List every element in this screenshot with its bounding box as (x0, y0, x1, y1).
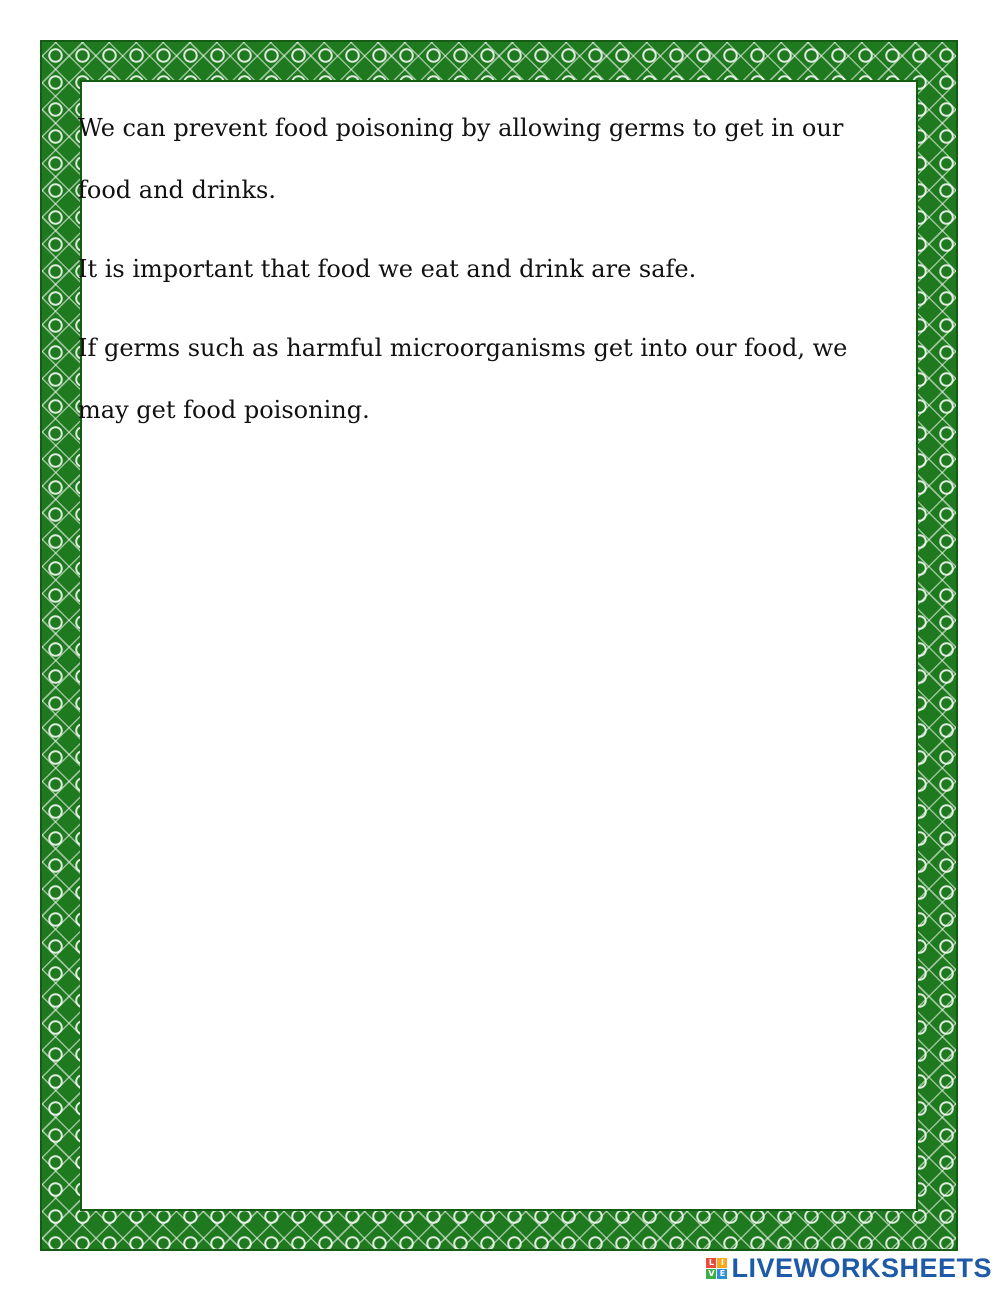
logo-letter-i: I (717, 1258, 727, 1268)
logo-letter-e: E (717, 1269, 727, 1279)
paragraph-germs-warning: If germs such as harmful microorganisms get into our food, we may get food poisoning. (78, 334, 848, 424)
logo-letter-v: V (708, 1268, 715, 1278)
logo-letter-l: L (706, 1258, 716, 1268)
paragraph-food-safety: It is important that food we eat and drink are safe. (78, 255, 697, 283)
liveworksheets-logo-icon (706, 1258, 727, 1279)
worksheet-text (78, 97, 848, 458)
brand-name: LIVEWORKSHEETS (731, 1252, 992, 1283)
liveworksheets-watermark (706, 1253, 992, 1283)
paragraph-food-poisoning-prevention: We can prevent food poisoning by allowing germs to get in our food and drinks. (78, 114, 844, 204)
